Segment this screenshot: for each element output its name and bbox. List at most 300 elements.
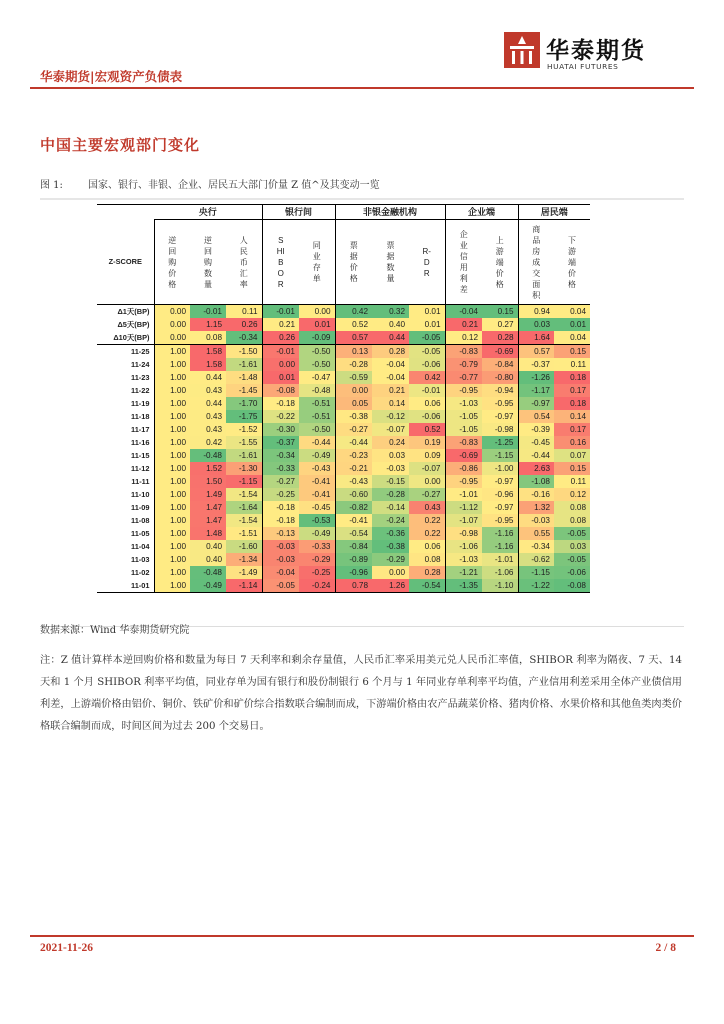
value-cell: 0.00 [409, 475, 445, 488]
value-cell: 0.42 [190, 436, 226, 449]
value-cell: -0.36 [372, 527, 409, 540]
value-cell: -0.16 [518, 488, 554, 501]
value-cell: -0.43 [299, 462, 335, 475]
row-label: Δ1天(BP) [97, 305, 154, 319]
value-cell: 0.17 [554, 423, 590, 436]
value-cell: 0.06 [409, 540, 445, 553]
value-cell: 0.05 [335, 397, 372, 410]
value-cell: 1.48 [190, 527, 226, 540]
value-cell: 0.21 [262, 318, 299, 331]
value-cell: 0.54 [518, 410, 554, 423]
column-header-text: 人民币汇率 [239, 235, 248, 289]
column-header [299, 220, 335, 305]
value-cell: 0.04 [554, 305, 590, 319]
value-cell: -0.60 [335, 488, 372, 501]
value-cell: -0.22 [262, 410, 299, 423]
value-cell: 0.13 [335, 345, 372, 359]
value-cell: -0.27 [262, 475, 299, 488]
value-cell: -0.27 [335, 423, 372, 436]
value-cell: 1.00 [154, 566, 190, 579]
value-cell: -0.14 [372, 501, 409, 514]
value-cell: -0.84 [335, 540, 372, 553]
value-cell: -0.07 [409, 462, 445, 475]
column-header-text: 逆回购数量 [204, 235, 212, 289]
zscore-table [97, 204, 590, 593]
value-cell: -1.26 [518, 371, 554, 384]
row-label: 11-03 [131, 555, 150, 564]
value-cell: -1.16 [482, 527, 518, 540]
value-cell: 1.00 [154, 384, 190, 397]
value-cell: -0.45 [299, 501, 335, 514]
value-cell: 0.42 [335, 305, 372, 319]
value-cell: -0.03 [518, 514, 554, 527]
value-cell: 1.00 [154, 527, 190, 540]
value-cell: -0.04 [262, 566, 299, 579]
data-source: 数据来源：Wind 华泰期货研究院 [40, 625, 190, 636]
table-row [97, 436, 590, 449]
value-cell: -0.33 [299, 540, 335, 553]
value-cell: -0.05 [409, 345, 445, 359]
value-cell: -1.12 [445, 501, 482, 514]
table-row [97, 501, 590, 514]
value-cell: -0.50 [299, 423, 335, 436]
value-cell: -0.96 [335, 566, 372, 579]
column-header [226, 220, 262, 305]
value-cell: -0.08 [262, 384, 299, 397]
value-cell: -0.49 [299, 449, 335, 462]
group-header-corner [97, 205, 154, 220]
table-row [97, 579, 590, 593]
value-cell: 0.01 [409, 318, 445, 331]
value-cell: 0.15 [554, 462, 590, 475]
value-cell: 1.00 [154, 410, 190, 423]
value-cell: 0.43 [409, 501, 445, 514]
value-cell: 1.52 [190, 462, 226, 475]
value-cell: -0.29 [299, 553, 335, 566]
value-cell: -0.54 [335, 527, 372, 540]
value-cell: -0.38 [372, 540, 409, 553]
value-cell: -0.12 [372, 410, 409, 423]
value-cell: -0.24 [299, 579, 335, 593]
value-cell: -1.35 [445, 579, 482, 593]
value-cell: 1.00 [154, 488, 190, 501]
table-row [97, 566, 590, 579]
value-cell: 0.57 [518, 345, 554, 359]
group-header: 央行 [154, 205, 262, 220]
caption-divider [40, 198, 684, 200]
value-cell: 1.58 [190, 345, 226, 359]
value-cell: 0.94 [518, 305, 554, 319]
row-label: 11-25 [97, 345, 154, 359]
value-cell: 1.00 [154, 462, 190, 475]
column-header [190, 220, 226, 305]
value-cell: -0.44 [335, 436, 372, 449]
value-cell: -1.00 [482, 462, 518, 475]
value-cell: -0.04 [445, 305, 482, 319]
value-cell: -0.06 [409, 358, 445, 371]
value-cell: -0.33 [262, 462, 299, 475]
value-cell: 0.40 [190, 540, 226, 553]
value-cell: 0.22 [409, 527, 445, 540]
value-cell: -1.34 [226, 553, 262, 566]
value-cell: -0.29 [372, 553, 409, 566]
value-cell: -0.97 [482, 410, 518, 423]
report-series-title: 华泰期货|宏观资产负债表 [40, 69, 183, 84]
value-cell: 0.01 [262, 371, 299, 384]
value-cell: 1.50 [190, 475, 226, 488]
value-cell: 0.43 [190, 410, 226, 423]
row-label: 11-17 [131, 425, 150, 434]
value-cell: -0.77 [445, 371, 482, 384]
figure-caption [40, 176, 380, 191]
value-cell: -1.17 [518, 384, 554, 397]
value-cell: -0.50 [299, 345, 335, 359]
value-cell: -0.41 [299, 475, 335, 488]
value-cell: 0.06 [409, 397, 445, 410]
value-cell: 0.44 [190, 371, 226, 384]
value-cell: -1.49 [226, 566, 262, 579]
value-cell: -0.47 [299, 371, 335, 384]
row-label: Δ10天(BP) [113, 333, 150, 342]
value-cell: 0.21 [372, 384, 409, 397]
logo-text-en: HUATAI FUTURES [547, 62, 619, 71]
value-cell: 0.12 [445, 331, 482, 345]
value-cell: -0.54 [409, 579, 445, 593]
value-cell: 0.00 [335, 384, 372, 397]
value-cell: -0.45 [518, 436, 554, 449]
table-row [97, 305, 590, 319]
value-cell: -1.10 [482, 579, 518, 593]
value-cell: -1.55 [226, 436, 262, 449]
column-header [518, 220, 554, 305]
value-cell: 0.18 [554, 397, 590, 410]
value-cell: 0.08 [409, 553, 445, 566]
value-cell: 1.47 [190, 514, 226, 527]
value-cell: -0.01 [262, 305, 299, 319]
table-row [97, 358, 590, 371]
value-cell: -1.01 [445, 488, 482, 501]
column-header-row [97, 220, 590, 305]
value-cell: 1.00 [154, 436, 190, 449]
value-cell: -1.70 [226, 397, 262, 410]
value-cell: 0.08 [190, 331, 226, 345]
value-cell: -1.03 [445, 553, 482, 566]
logo-text-cn: 华泰期货 [546, 38, 646, 64]
value-cell: 1.00 [154, 501, 190, 514]
value-cell: -0.25 [299, 566, 335, 579]
table-note: 注：Z 值计算样本逆回购价格和数量为每日 7 天利率和剩余存量值，人民币汇率采用美元兑人民币汇率值，SHIBOR 利率为隔夜、7 天、14 天和 1 个月 SHIBOR 利率平均值，同业存单为国有银行和股份制银行 6 个月与 1 年同业存单利率平均值，产业信用利差采用全体产业债信用利差，上游端价格由铝价、铜价、铁矿价和矿价综合指数联合编制而成，下游端价格由农产品蔬菜价格、猪肉价格、水果价格和其他鱼类肉类价格联合编制而成，时间区间为过去 200 个交易日。 [40, 655, 682, 732]
value-cell: 0.16 [554, 436, 590, 449]
table-row [97, 462, 590, 475]
value-cell: -0.34 [226, 331, 262, 345]
value-cell: -0.97 [482, 475, 518, 488]
value-cell: -0.95 [445, 384, 482, 397]
value-cell: 1.00 [154, 514, 190, 527]
value-cell: -0.59 [335, 371, 372, 384]
value-cell: 0.07 [554, 449, 590, 462]
value-cell: 0.08 [554, 514, 590, 527]
table-row [97, 397, 590, 410]
value-cell: -1.52 [226, 423, 262, 436]
column-header-text: SHIBOR [276, 235, 285, 289]
row-label: 11-23 [131, 373, 150, 382]
value-cell: 0.43 [190, 384, 226, 397]
value-cell: 0.08 [554, 501, 590, 514]
column-header-text: 商品房成交面积 [532, 224, 541, 300]
value-cell: 0.55 [518, 527, 554, 540]
value-cell: -0.28 [335, 358, 372, 371]
value-cell: 0.17 [554, 384, 590, 397]
value-cell: -0.06 [554, 566, 590, 579]
value-cell: -1.54 [226, 514, 262, 527]
value-cell: -0.01 [409, 384, 445, 397]
value-cell: 0.44 [190, 397, 226, 410]
row-label: 11-22 [131, 386, 150, 395]
value-cell: 0.26 [226, 318, 262, 331]
value-cell: 0.28 [482, 331, 518, 345]
value-cell: -0.79 [445, 358, 482, 371]
value-cell: -0.05 [554, 527, 590, 540]
value-cell: 1.00 [154, 423, 190, 436]
value-cell: -0.37 [262, 436, 299, 449]
column-header-text: 企业信用利差 [459, 230, 468, 294]
value-cell: 1.64 [518, 331, 554, 345]
value-cell: -0.84 [482, 358, 518, 371]
table-row [97, 488, 590, 501]
value-cell: -0.27 [409, 488, 445, 501]
value-cell: 0.11 [554, 475, 590, 488]
value-cell: 0.11 [226, 305, 262, 319]
value-cell: -0.51 [299, 410, 335, 423]
value-cell: 0.19 [409, 436, 445, 449]
value-cell: -0.15 [372, 475, 409, 488]
value-cell: 0.01 [409, 305, 445, 319]
value-cell: -1.30 [226, 462, 262, 475]
table-row [97, 553, 590, 566]
column-header [262, 220, 299, 305]
value-cell: 1.32 [518, 501, 554, 514]
row-label: 11-08 [131, 516, 150, 525]
value-cell: -0.44 [299, 436, 335, 449]
value-cell: -0.04 [372, 371, 409, 384]
row-label: 11-11 [131, 477, 150, 486]
column-header-text: 逆回购价格 [168, 235, 177, 289]
value-cell: -0.07 [372, 423, 409, 436]
column-header [482, 220, 518, 305]
column-header [154, 220, 190, 305]
value-cell: 0.04 [554, 331, 590, 345]
table-row [97, 345, 590, 359]
value-cell: 1.00 [154, 397, 190, 410]
value-cell: 2.63 [518, 462, 554, 475]
value-cell: 0.12 [554, 488, 590, 501]
value-cell: -1.07 [445, 514, 482, 527]
value-cell: -0.05 [409, 331, 445, 345]
value-cell: -0.62 [518, 553, 554, 566]
value-cell: 0.15 [554, 345, 590, 359]
row-label: 11-09 [131, 503, 150, 512]
group-header: 企业端 [445, 205, 518, 220]
value-cell: -0.18 [262, 397, 299, 410]
value-cell: -0.82 [335, 501, 372, 514]
group-header-row [97, 205, 590, 220]
value-cell: 0.14 [372, 397, 409, 410]
value-cell: -0.34 [262, 449, 299, 462]
value-cell: 1.00 [154, 475, 190, 488]
value-cell: 0.40 [190, 553, 226, 566]
column-header [409, 220, 445, 305]
value-cell: -0.08 [554, 579, 590, 593]
value-cell: 1.15 [190, 318, 226, 331]
value-cell: 1.47 [190, 501, 226, 514]
table-row [97, 384, 590, 397]
value-cell: 0.26 [262, 331, 299, 345]
value-cell: 0.27 [482, 318, 518, 331]
value-cell: -1.15 [482, 449, 518, 462]
value-cell: -1.61 [226, 358, 262, 371]
value-cell: -1.15 [518, 566, 554, 579]
table-row [97, 449, 590, 462]
value-cell: 1.58 [190, 358, 226, 371]
value-cell: 1.26 [372, 579, 409, 593]
value-cell: -1.54 [226, 488, 262, 501]
value-cell: -1.64 [226, 501, 262, 514]
value-cell: -0.43 [335, 475, 372, 488]
value-cell: -0.95 [482, 397, 518, 410]
value-cell: -0.13 [262, 527, 299, 540]
value-cell: -1.51 [226, 527, 262, 540]
value-cell: -1.14 [226, 579, 262, 593]
value-cell: -0.18 [262, 501, 299, 514]
value-cell: -1.61 [226, 449, 262, 462]
column-header [554, 220, 590, 305]
value-cell: 1.49 [190, 488, 226, 501]
value-cell: 0.00 [154, 318, 190, 331]
figure-caption-text: 国家、银行、非银、企业、居民五大部门价量 Z 值^及其变动一览 [88, 180, 380, 191]
row-label: 11-04 [131, 542, 150, 551]
value-cell: 0.22 [409, 514, 445, 527]
table-row [97, 514, 590, 527]
value-cell: 1.00 [154, 345, 190, 359]
value-cell: -1.21 [445, 566, 482, 579]
value-cell: 0.52 [335, 318, 372, 331]
row-label: 11-01 [97, 579, 154, 593]
value-cell: -0.69 [445, 449, 482, 462]
value-cell: -0.95 [445, 475, 482, 488]
value-cell: -0.80 [482, 371, 518, 384]
table-row [97, 475, 590, 488]
value-cell: -1.22 [518, 579, 554, 593]
value-cell: 0.52 [409, 423, 445, 436]
value-cell: 0.44 [372, 331, 409, 345]
column-header-text: 票据数量 [386, 241, 395, 283]
value-cell: -0.83 [445, 345, 482, 359]
value-cell: 0.32 [372, 305, 409, 319]
value-cell: -0.03 [262, 553, 299, 566]
header-divider [30, 87, 694, 89]
row-label: 11-16 [131, 438, 150, 447]
value-cell: -0.03 [262, 540, 299, 553]
value-cell: -0.01 [262, 345, 299, 359]
value-cell: -1.03 [445, 397, 482, 410]
value-cell: -1.06 [445, 540, 482, 553]
value-cell: -0.05 [554, 553, 590, 566]
value-cell: 1.00 [154, 579, 190, 593]
value-cell: -0.86 [445, 462, 482, 475]
row-label: 11-10 [131, 490, 150, 499]
value-cell: 0.11 [554, 358, 590, 371]
value-cell: -0.94 [482, 384, 518, 397]
value-cell: -0.38 [335, 410, 372, 423]
value-cell: 0.78 [335, 579, 372, 593]
value-cell: -0.69 [482, 345, 518, 359]
value-cell: -1.06 [482, 566, 518, 579]
value-cell: 0.21 [445, 318, 482, 331]
value-cell: 0.24 [372, 436, 409, 449]
footer-divider [30, 935, 694, 937]
value-cell: -0.41 [335, 514, 372, 527]
value-cell: -0.23 [335, 449, 372, 462]
value-cell: 1.00 [154, 449, 190, 462]
table-row [97, 423, 590, 436]
value-cell: -0.49 [299, 527, 335, 540]
value-cell: -1.50 [226, 345, 262, 359]
value-cell: -1.16 [482, 540, 518, 553]
value-cell: -0.51 [299, 397, 335, 410]
value-cell: -0.30 [262, 423, 299, 436]
zscore-corner-label: Z-SCORE [108, 257, 142, 267]
value-cell: 0.00 [372, 566, 409, 579]
row-label: 11-12 [131, 464, 150, 473]
value-cell: 0.09 [409, 449, 445, 462]
value-cell: -0.09 [299, 331, 335, 345]
value-cell: 0.15 [482, 305, 518, 319]
value-cell: -0.89 [335, 553, 372, 566]
row-label: 11-15 [131, 451, 150, 460]
table-row [97, 410, 590, 423]
column-header [445, 220, 482, 305]
value-cell: -0.97 [482, 501, 518, 514]
value-cell: 0.40 [372, 318, 409, 331]
value-cell: 0.00 [262, 358, 299, 371]
value-cell: -0.97 [518, 397, 554, 410]
huatai-logo [504, 30, 654, 74]
value-cell: -0.25 [262, 488, 299, 501]
value-cell: 1.00 [154, 553, 190, 566]
value-cell: -0.41 [299, 488, 335, 501]
huatai-logo-icon [504, 32, 540, 68]
value-cell: 0.00 [154, 331, 190, 345]
value-cell: 1.00 [154, 371, 190, 384]
value-cell: -1.60 [226, 540, 262, 553]
column-header [335, 220, 372, 305]
table-row [97, 527, 590, 540]
column-header-text: 票据价格 [349, 241, 358, 283]
value-cell: -1.45 [226, 384, 262, 397]
row-label: 11-02 [131, 568, 150, 577]
report-date: 2021-11-26 [40, 942, 94, 954]
column-header-text: 上游端价格 [495, 235, 504, 289]
value-cell: 0.43 [190, 423, 226, 436]
value-cell: -0.18 [262, 514, 299, 527]
column-header-text: 下游端价格 [568, 235, 576, 289]
value-cell: -0.83 [445, 436, 482, 449]
value-cell: -0.98 [445, 527, 482, 540]
value-cell: -1.05 [445, 410, 482, 423]
value-cell: -0.98 [482, 423, 518, 436]
value-cell: -1.01 [482, 553, 518, 566]
table-row [97, 540, 590, 553]
